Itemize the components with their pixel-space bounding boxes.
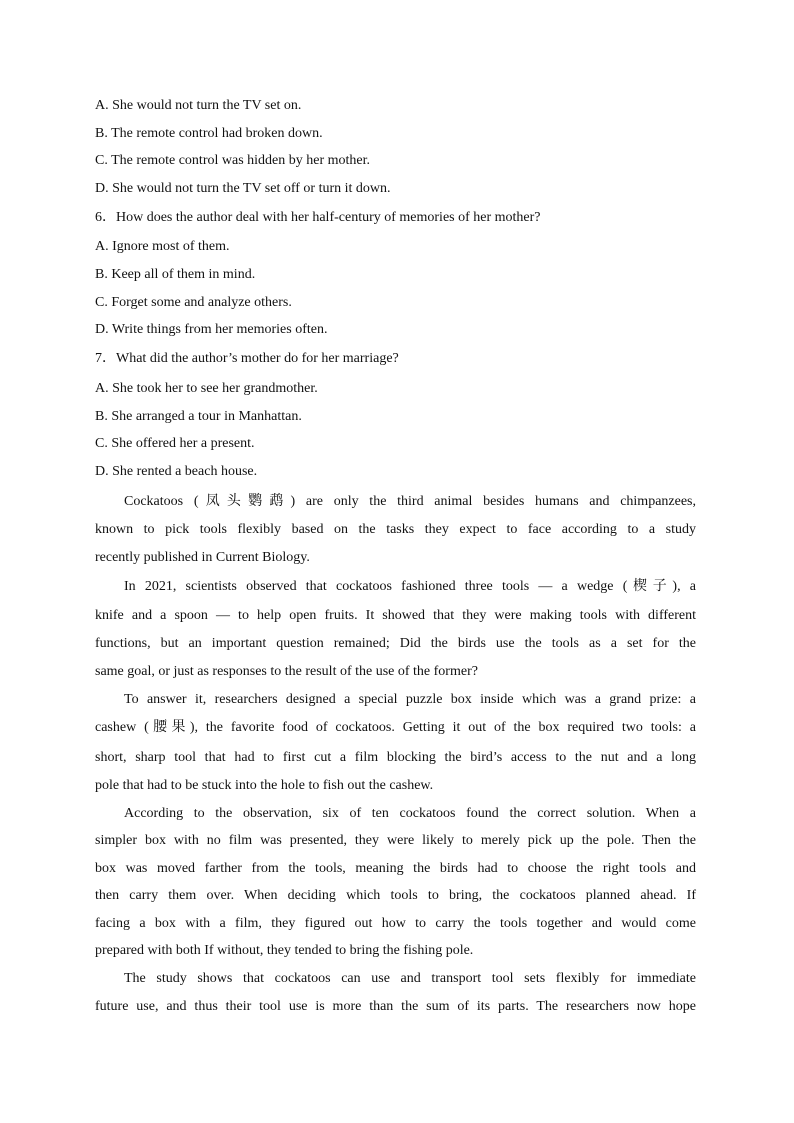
passage-p2-line-2: knife and a spoon — to help open fruits. It showed that they were making tools with different xyxy=(95,608,696,623)
question-5-option-c: C. The remote control was hidden by her mother. xyxy=(95,153,371,168)
question-6-stem: 6．How does the author deal with her half-century of memories of her mother? xyxy=(95,210,541,225)
question-6-option-c: C. Forget some and analyze others. xyxy=(95,295,292,310)
passage-p4-line-6: prepared with both If without, they tended to bring the fishing pole. xyxy=(95,943,474,958)
passage-p2-line-4: same goal, or just as responses to the result of the use of the former? xyxy=(95,664,478,679)
passage-p4-line-2: simpler box with no film was presented, they were likely to merely pick up the pole. Then the xyxy=(95,833,696,848)
question-6-option-b: B. Keep all of them in mind. xyxy=(95,267,256,282)
passage-p3-line-1: To answer it, researchers designed a special puzzle box inside which was a grand prize: a xyxy=(124,692,696,707)
question-7-option-b: B. She arranged a tour in Manhattan. xyxy=(95,409,302,424)
passage-p2-line-1: In 2021, scientists observed that cockatoos fashioned three tools — a wedge (楔子), a xyxy=(124,579,696,594)
passage-p5-line-1: The study shows that cockatoos can use and transport tool sets flexibly for immediate xyxy=(124,971,696,986)
question-6-option-d: D. Write things from her memories often. xyxy=(95,322,328,337)
passage-p4-line-5: facing a box with a film, they figured out how to carry the tools together and would come xyxy=(95,916,696,931)
passage-p2-line-3: functions, but an important question remained; Did the birds use the tools as a set for the xyxy=(95,636,696,651)
question-5-option-a: A. She would not turn the TV set on. xyxy=(95,98,302,113)
passage-p4-line-4: then carry them over. When deciding which tools to bring, the cockatoos planned ahead. If xyxy=(95,888,696,903)
question-7-option-a: A. She took her to see her grandmother. xyxy=(95,381,318,396)
passage-p4-line-3: box was moved farther from the tools, meaning the birds had to choose the right tools and xyxy=(95,861,696,876)
question-7-option-c: C. She offered her a present. xyxy=(95,436,255,451)
passage-p5-line-2: future use, and thus their tool use is more than the sum of its parts. The researchers now hope xyxy=(95,999,696,1014)
question-5-option-b: B. The remote control had broken down. xyxy=(95,126,323,141)
question-6-option-a: A. Ignore most of them. xyxy=(95,239,230,254)
passage-p3-line-4: pole that had to be stuck into the hole to fish out the cashew. xyxy=(95,778,434,793)
question-5-option-d: D. She would not turn the TV set off or turn it down. xyxy=(95,181,391,196)
passage-p4-line-1: According to the observation, six of ten cockatoos found the correct solution. When a xyxy=(124,806,696,821)
passage-p1-line-2: known to pick tools flexibly based on the tasks they expect to face according to a study xyxy=(95,522,696,537)
passage-p3-line-3: short, sharp tool that had to first cut a film blocking the bird’s access to the nut and a long xyxy=(95,750,696,765)
passage-p3-line-2: cashew (腰果), the favorite food of cockatoos. Getting it out of the box required two tools: a xyxy=(95,720,696,735)
passage-p1-line-3: recently published in Current Biology. xyxy=(95,550,310,565)
passage-p1-line-1: Cockatoos (凤头鹦鹉) are only the third animal besides humans and chimpanzees, xyxy=(124,494,696,509)
question-7-stem: 7．What did the author’s mother do for her marriage? xyxy=(95,351,399,366)
question-7-option-d: D. She rented a beach house. xyxy=(95,464,258,479)
